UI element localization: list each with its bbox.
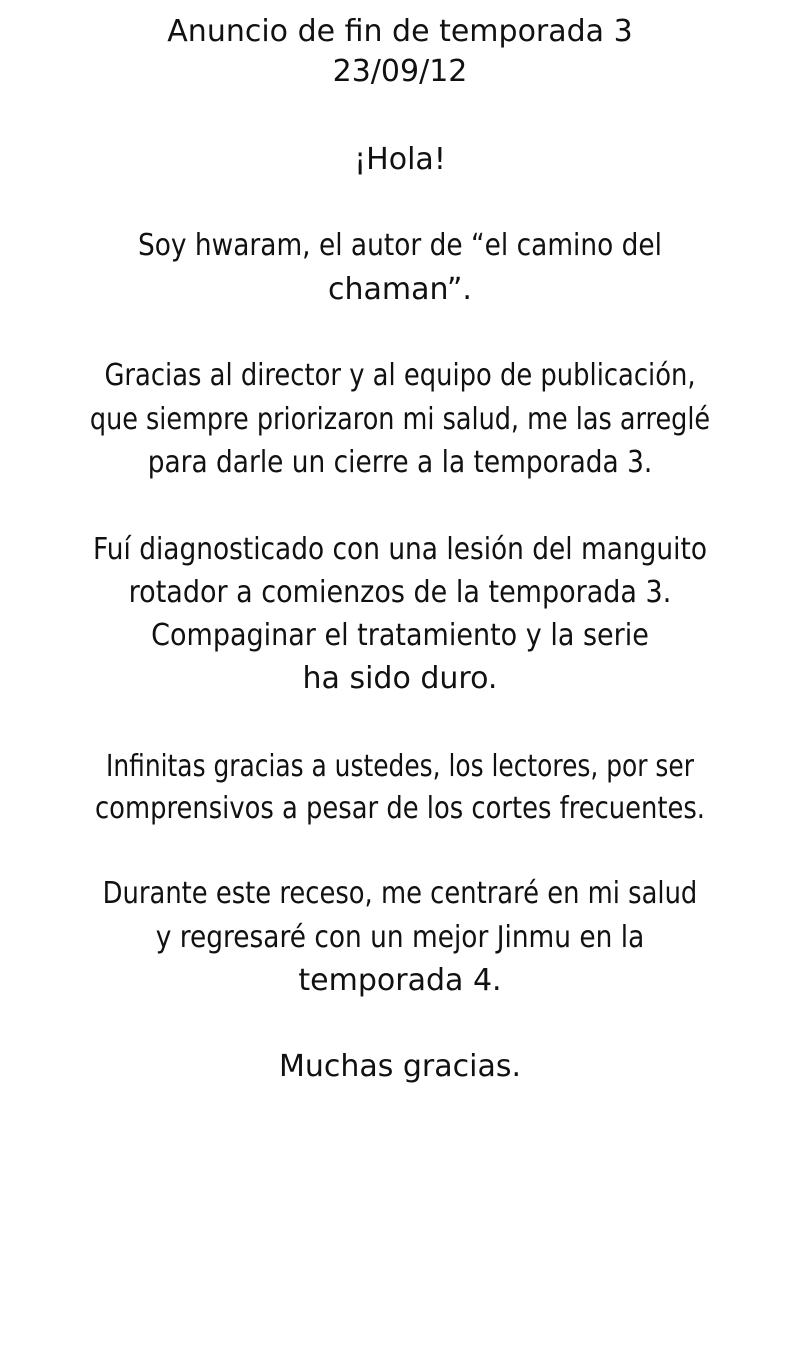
break-line-1: Durante este receso, me centraré en mi salud xyxy=(102,876,698,911)
break-line-2: y regresaré con un mejor Jinmu en la xyxy=(155,920,645,955)
notice-title: Anuncio de fin de temporada 3 xyxy=(167,14,633,49)
intro-line-2: chaman”. xyxy=(328,272,472,307)
readers-line-1: Infinitas gracias a ustedes, los lectores, por ser xyxy=(106,749,694,784)
closing: Muchas gracias. xyxy=(278,1049,522,1084)
thanks-line-3: para darle un cierre a la temporada 3. xyxy=(147,445,653,480)
break-line-3: temporada 4. xyxy=(298,963,502,998)
greeting: ¡Hola! xyxy=(354,142,446,177)
readers-line-2: comprensivos a pesar de los cortes frecuentes. xyxy=(94,791,706,826)
thanks-line-2: que siempre priorizaron mi salud, me las arreglé xyxy=(89,402,711,437)
intro-line-1: Soy hwaram, el autor de “el camino del xyxy=(138,228,662,263)
notice-date: 23/09/12 xyxy=(332,54,468,89)
health-line-3: Compaginar el tratamiento y la serie xyxy=(151,618,649,653)
health-line-4: ha sido duro. xyxy=(302,661,498,696)
health-line-2: rotador a comienzos de la temporada 3. xyxy=(128,575,672,610)
health-line-1: Fuí diagnosticado con una lesión del manguito xyxy=(92,532,707,567)
thanks-line-1: Gracias al director y al equipo de publicación, xyxy=(104,358,696,393)
